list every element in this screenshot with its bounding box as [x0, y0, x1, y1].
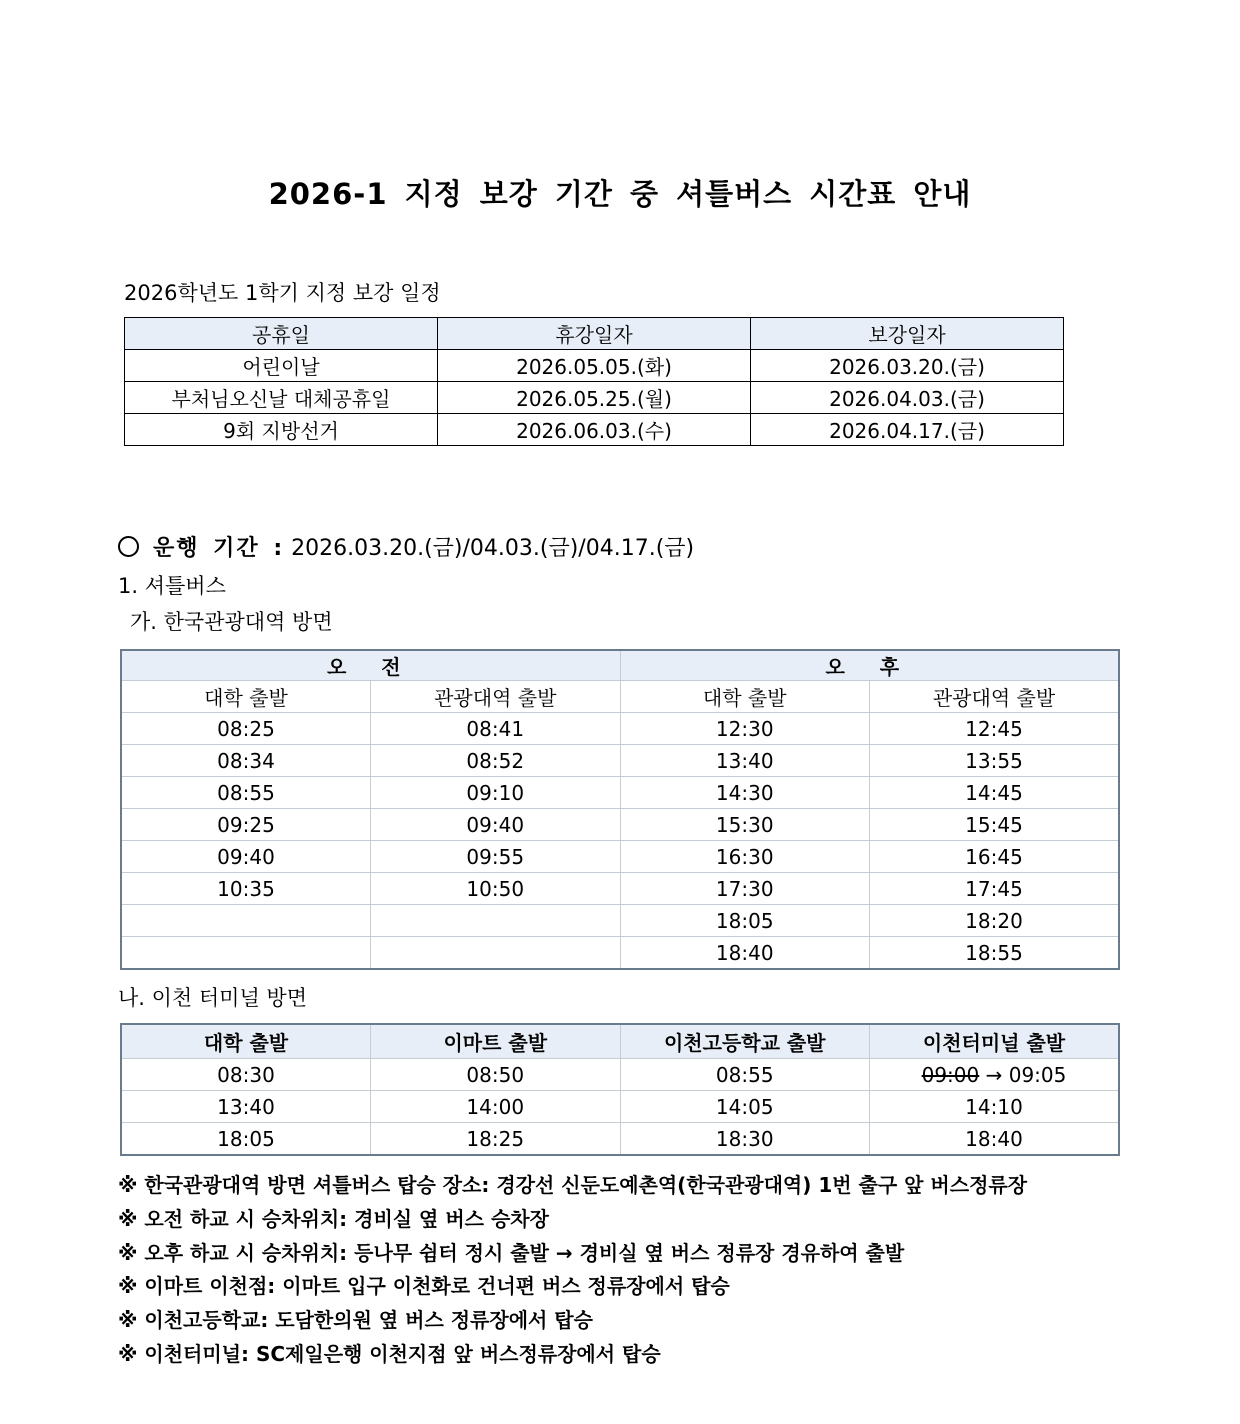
time-cell: 09:55: [371, 841, 621, 873]
time-cell: 13:40: [121, 1091, 371, 1123]
time-cell: 09:40: [371, 809, 621, 841]
table-row: [125, 414, 1064, 446]
table-header-row: [121, 1024, 1119, 1059]
time-cell: 08:55: [121, 777, 371, 809]
struck-time: 09:00: [921, 1062, 980, 1087]
table-cell: 2026.04.03.(금): [751, 382, 1064, 414]
column-header: 관광대역 출발: [371, 681, 621, 713]
table-cell: 9회 지방선거: [125, 414, 438, 446]
table-cell: 어린이날: [125, 350, 438, 382]
table-row: [121, 1091, 1119, 1123]
section-heading-station: 가. 한국관광대역 방면: [130, 610, 333, 634]
column-header: 이마트 출발: [371, 1024, 621, 1059]
time-cell: [121, 937, 371, 970]
column-header: 보강일자: [751, 318, 1064, 350]
terminal-shuttle-table: [120, 1023, 1120, 1156]
time-cell: 09:25: [121, 809, 371, 841]
time-cell: 18:30: [620, 1123, 870, 1156]
time-cell: 08:34: [121, 745, 371, 777]
column-header: 대학 출발: [620, 681, 870, 713]
table-row: [121, 1123, 1119, 1156]
schedule-caption: 2026학년도 1학기 지정 보강 일정: [124, 281, 441, 305]
table-row: [121, 713, 1119, 745]
column-header: 대학 출발: [121, 681, 371, 713]
makeup-schedule-table: [124, 317, 1064, 446]
circle-bullet-icon: [118, 536, 139, 557]
time-cell: 12:30: [620, 713, 870, 745]
time-cell: 18:25: [371, 1123, 621, 1156]
table-header-row: [121, 650, 1119, 681]
time-cell: [371, 905, 621, 937]
time-cell: 18:55: [870, 937, 1120, 970]
table-row: [121, 873, 1119, 905]
page-title: 2026-1 지정 보강 기간 중 셔틀버스 시간표 안내: [268, 177, 972, 211]
note-highschool-stop: ※ 이천고등학교: 도담한의원 옆 버스 정류장에서 탑승: [118, 1308, 593, 1332]
time-cell: 08:41: [371, 713, 621, 745]
time-cell: 09:40: [121, 841, 371, 873]
time-cell: 17:30: [620, 873, 870, 905]
time-cell-changed: [870, 1059, 1120, 1091]
table-row: [121, 937, 1119, 970]
time-cell: 18:05: [620, 905, 870, 937]
column-header: 대학 출발: [121, 1024, 371, 1059]
note-morning-boarding: ※ 오전 하교 시 승차위치: 경비실 옆 버스 승차장: [118, 1207, 549, 1231]
time-cell: 08:52: [371, 745, 621, 777]
time-cell: 08:30: [121, 1059, 371, 1091]
table-row: [121, 777, 1119, 809]
period-label: 운행 기간 :: [153, 536, 285, 561]
period-value: 2026.03.20.(금)/04.03.(금)/04.17.(금): [291, 536, 695, 561]
time-cell: 16:45: [870, 841, 1120, 873]
time-cell: 09:10: [371, 777, 621, 809]
column-header: 이천터미널 출발: [870, 1024, 1120, 1059]
time-cell: 14:00: [371, 1091, 621, 1123]
time-cell: 10:50: [371, 873, 621, 905]
new-time: → 09:05: [985, 1062, 1067, 1087]
pm-header: 오 후: [620, 650, 1119, 681]
time-cell: 13:40: [620, 745, 870, 777]
table-row: [121, 841, 1119, 873]
time-cell: 14:30: [620, 777, 870, 809]
time-cell: 14:45: [870, 777, 1120, 809]
time-cell: 18:20: [870, 905, 1120, 937]
table-row: [121, 905, 1119, 937]
section-heading-terminal: 나. 이천 터미널 방면: [118, 986, 307, 1010]
table-row: [125, 350, 1064, 382]
table-cell: 2026.03.20.(금): [751, 350, 1064, 382]
section-heading-shuttle: 1. 셔틀버스: [118, 574, 226, 598]
time-cell: 14:05: [620, 1091, 870, 1123]
time-cell: 16:30: [620, 841, 870, 873]
time-cell: 15:30: [620, 809, 870, 841]
time-cell: 13:55: [870, 745, 1120, 777]
column-header: 공휴일: [125, 318, 438, 350]
time-cell: 18:05: [121, 1123, 371, 1156]
time-cell: [121, 905, 371, 937]
time-cell: [371, 937, 621, 970]
time-cell: 08:55: [620, 1059, 870, 1091]
column-header: 관광대역 출발: [870, 681, 1120, 713]
time-cell: 18:40: [870, 1123, 1120, 1156]
table-cell: 2026.06.03.(수): [438, 414, 751, 446]
am-header: 오 전: [121, 650, 620, 681]
table-row: [125, 382, 1064, 414]
note-station-stop: ※ 한국관광대역 방면 셔틀버스 탑승 장소: 경강선 신둔도예촌역(한국관광대역) 1번 출구 앞 버스정류장: [118, 1173, 1028, 1197]
table-cell: 부처님오신날 대체공휴일: [125, 382, 438, 414]
table-row: [121, 809, 1119, 841]
table-header-row: [125, 318, 1064, 350]
note-afternoon-boarding: ※ 오후 하교 시 승차위치: 등나무 쉼터 정시 출발 → 경비실 옆 버스 정류장 경유하여 출발: [118, 1241, 905, 1265]
note-emart-stop: ※ 이마트 이천점: 이마트 입구 이천화로 건너편 버스 정류장에서 탑승: [118, 1274, 730, 1298]
column-header: 휴강일자: [438, 318, 751, 350]
station-shuttle-table: [120, 649, 1120, 970]
time-cell: 14:10: [870, 1091, 1120, 1123]
time-cell: 15:45: [870, 809, 1120, 841]
time-cell: 17:45: [870, 873, 1120, 905]
column-header: 이천고등학교 출발: [620, 1024, 870, 1059]
table-row: [121, 745, 1119, 777]
time-cell: 12:45: [870, 713, 1120, 745]
table-row: [121, 1059, 1119, 1091]
operation-period: [118, 531, 694, 562]
table-cell: 2026.05.25.(월): [438, 382, 751, 414]
time-cell: 18:40: [620, 937, 870, 970]
table-cell: 2026.05.05.(화): [438, 350, 751, 382]
table-subheader-row: [121, 681, 1119, 713]
table-cell: 2026.04.17.(금): [751, 414, 1064, 446]
note-terminal-stop: ※ 이천터미널: SC제일은행 이천지점 앞 버스정류장에서 탑승: [118, 1342, 661, 1366]
time-cell: 08:50: [371, 1059, 621, 1091]
time-cell: 10:35: [121, 873, 371, 905]
time-cell: 08:25: [121, 713, 371, 745]
